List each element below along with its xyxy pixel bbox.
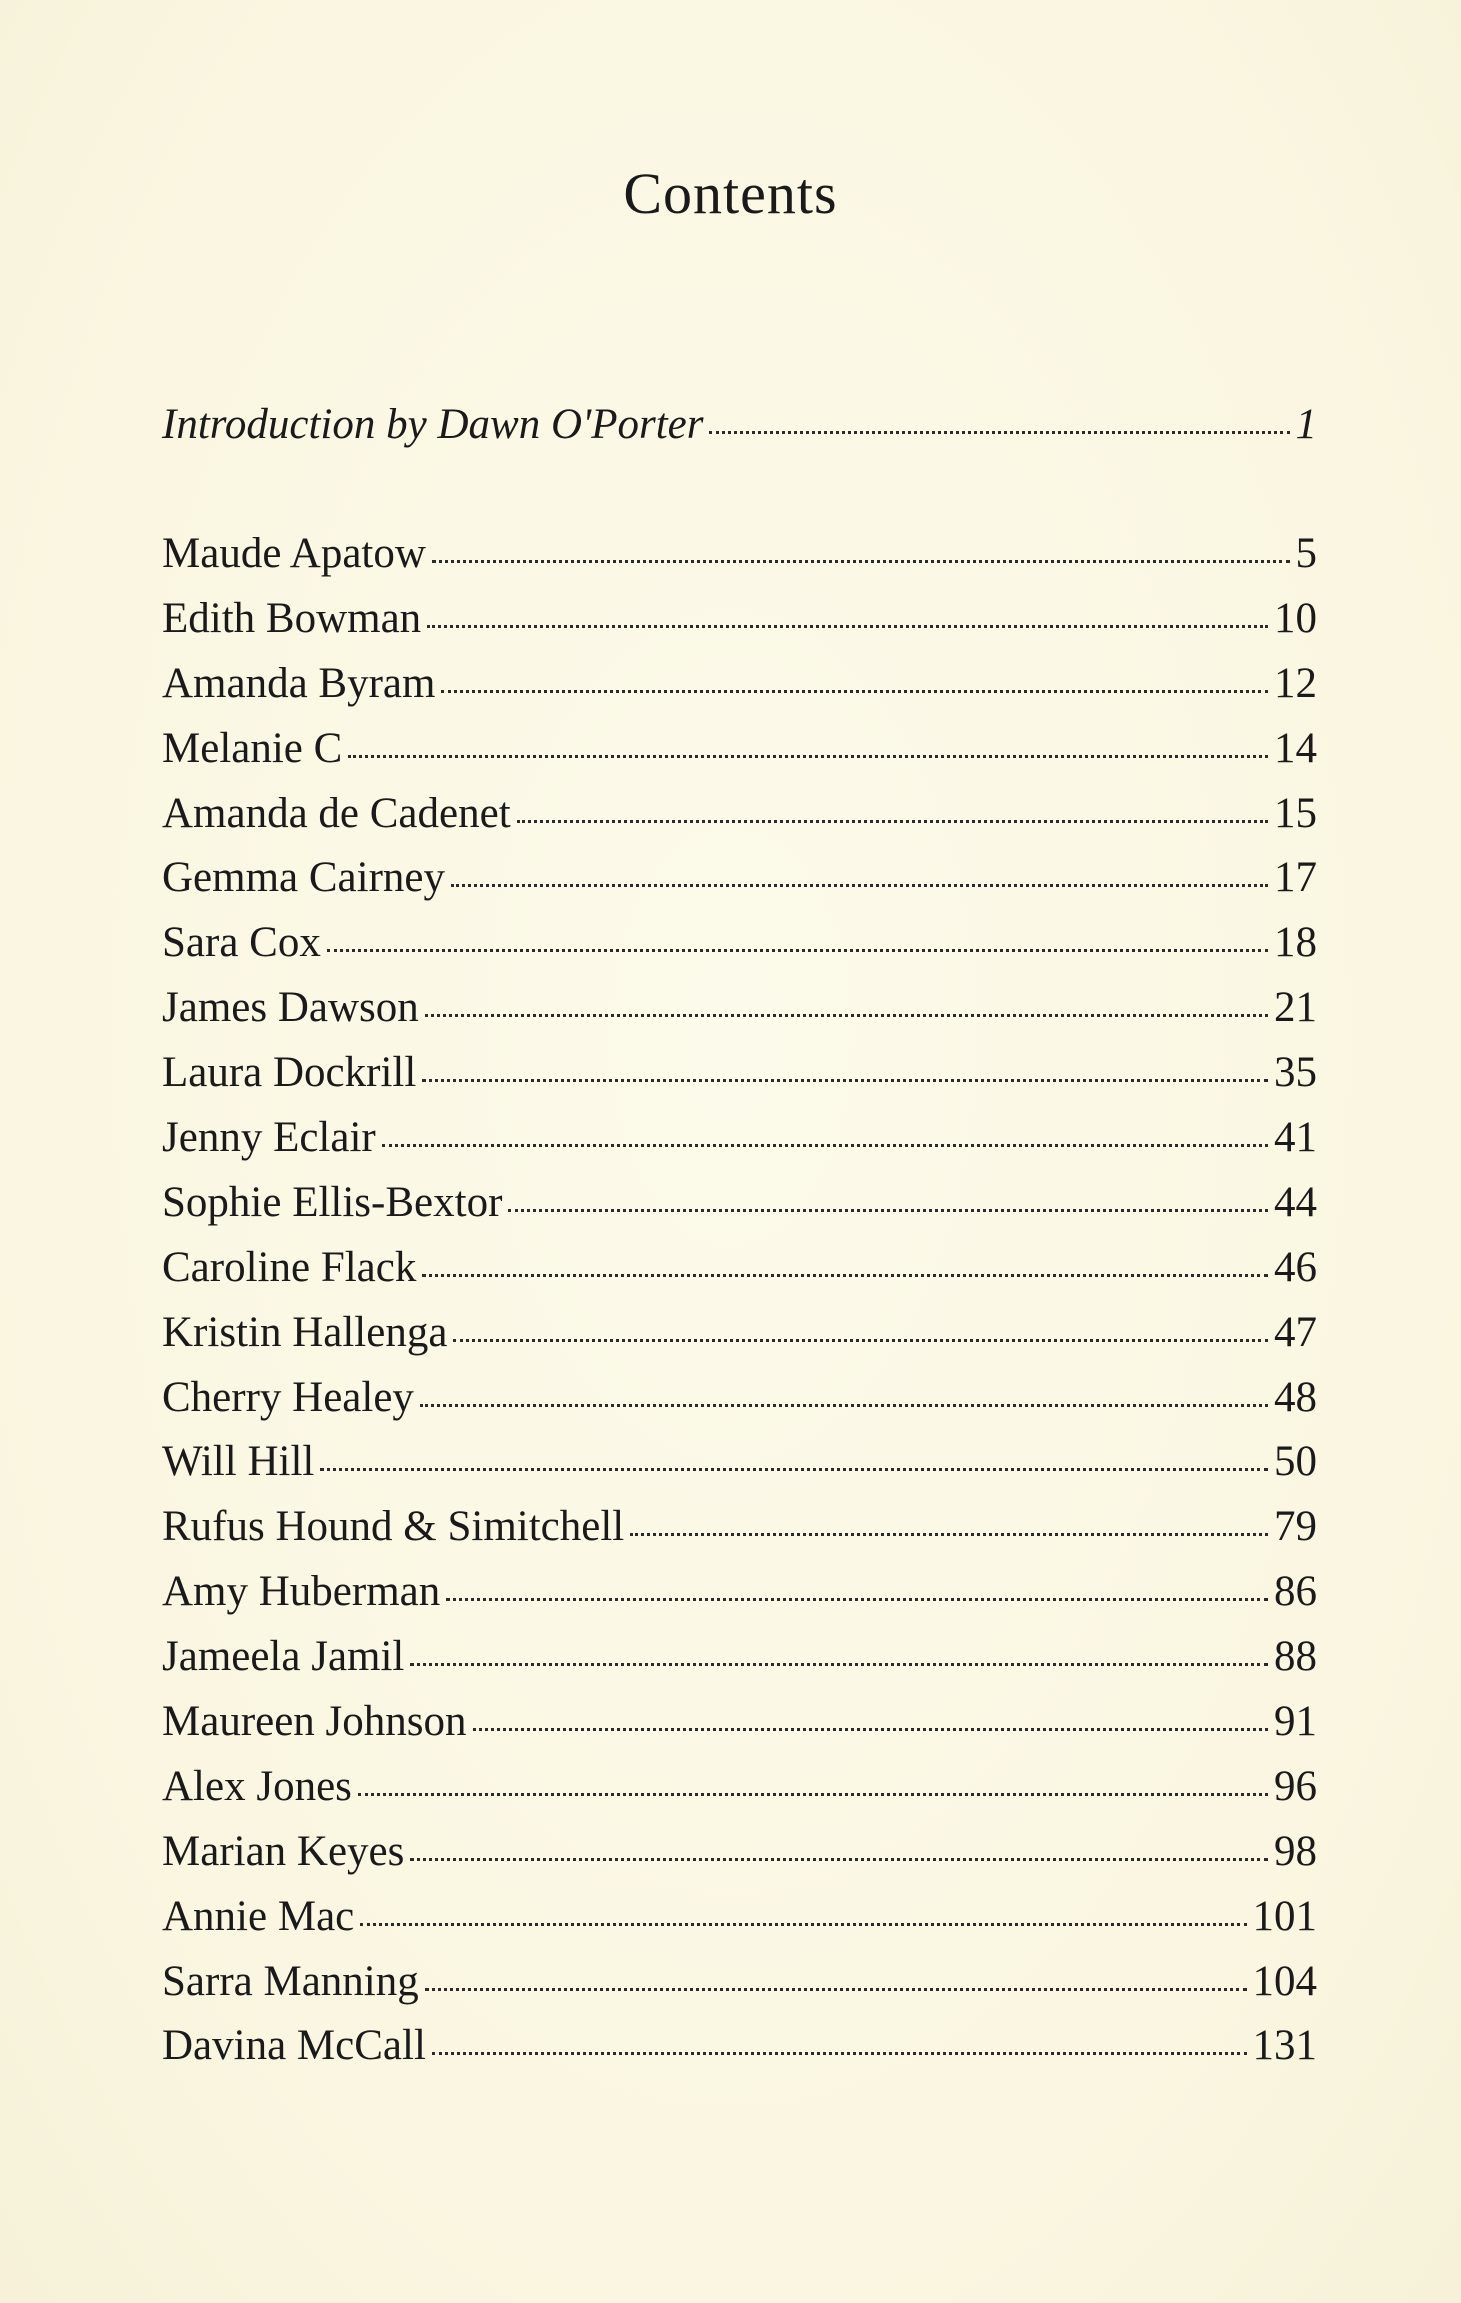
toc-entry-page-number: 44 bbox=[1274, 1178, 1317, 1226]
toc-entry bbox=[162, 1430, 1317, 1495]
toc-entry-page-number: 46 bbox=[1274, 1243, 1317, 1291]
dot-leader bbox=[410, 1661, 1268, 1666]
toc-entry-title: Introduction by Dawn O'Porter bbox=[162, 401, 704, 448]
toc-entry-introduction bbox=[162, 393, 1317, 458]
toc-entry-page-number: 47 bbox=[1274, 1308, 1317, 1356]
toc-entry-page-number: 17 bbox=[1274, 854, 1317, 902]
toc-entry bbox=[162, 2014, 1317, 2079]
dot-leader bbox=[473, 1726, 1268, 1731]
toc-entry-name: Annie Mac bbox=[162, 1892, 355, 1940]
toc-entry bbox=[162, 1560, 1317, 1625]
dot-leader bbox=[453, 1337, 1268, 1342]
toc-entry bbox=[162, 1820, 1317, 1885]
dot-leader bbox=[432, 2050, 1247, 2055]
dot-leader bbox=[327, 947, 1268, 952]
toc-entry-page-number: 1 bbox=[1295, 401, 1317, 448]
dot-leader bbox=[422, 1077, 1268, 1082]
dot-leader bbox=[425, 1986, 1247, 1991]
toc-entry bbox=[162, 911, 1317, 976]
toc-entry-name: Kristin Hallenga bbox=[162, 1308, 448, 1356]
toc-entry-name: Jameela Jamil bbox=[162, 1633, 405, 1681]
toc-entry-name: Amanda de Cadenet bbox=[162, 789, 511, 837]
dot-leader bbox=[410, 1856, 1268, 1861]
toc-entry-name: Maureen Johnson bbox=[162, 1698, 467, 1746]
toc-entry-page-number: 48 bbox=[1274, 1373, 1317, 1421]
toc-entry-name: Alex Jones bbox=[162, 1762, 352, 1810]
toc-entry-page-number: 96 bbox=[1274, 1762, 1317, 1810]
toc-entry bbox=[162, 522, 1317, 587]
toc-entry-page-number: 10 bbox=[1274, 594, 1317, 642]
toc-entry bbox=[162, 587, 1317, 652]
toc-entry-page-number: 88 bbox=[1274, 1633, 1317, 1681]
toc-entry bbox=[162, 1495, 1317, 1560]
toc-entry-page-number: 131 bbox=[1252, 2022, 1317, 2070]
toc-entry-name: Melanie C bbox=[162, 724, 343, 772]
toc-entry-name: Maude Apatow bbox=[162, 530, 426, 577]
toc-entry bbox=[162, 1950, 1317, 2015]
toc-entry bbox=[162, 1625, 1317, 1690]
toc-entry-page-number: 98 bbox=[1274, 1827, 1317, 1875]
toc-entry-name: Sara Cox bbox=[162, 919, 321, 967]
toc-entry bbox=[162, 1041, 1317, 1106]
toc-entry-name: Will Hill bbox=[162, 1438, 315, 1486]
toc-entry bbox=[162, 1106, 1317, 1171]
toc-entry-name: Amy Huberman bbox=[162, 1568, 441, 1616]
toc-entry-page-number: 21 bbox=[1274, 984, 1317, 1032]
toc-entry-name: Rufus Hound & Simitchell bbox=[162, 1503, 625, 1551]
toc-entry-name: Sarra Manning bbox=[162, 1957, 419, 2005]
page-title: Contents bbox=[623, 161, 838, 226]
toc-entry-name: Jenny Eclair bbox=[162, 1114, 376, 1162]
dot-leader bbox=[441, 688, 1268, 693]
toc-entry-page-number: 14 bbox=[1274, 724, 1317, 772]
dot-leader bbox=[420, 1402, 1268, 1407]
toc-entry-page-number: 79 bbox=[1274, 1503, 1317, 1551]
toc-entry-page-number: 86 bbox=[1274, 1568, 1317, 1616]
dot-leader bbox=[320, 1466, 1268, 1471]
dot-leader bbox=[348, 753, 1268, 758]
dot-leader bbox=[709, 429, 1289, 434]
dot-leader bbox=[446, 1596, 1268, 1601]
dot-leader bbox=[517, 818, 1268, 823]
toc-entry bbox=[162, 846, 1317, 911]
toc-entry bbox=[162, 976, 1317, 1041]
toc-entry-page-number: 12 bbox=[1274, 659, 1317, 707]
toc-entry bbox=[162, 1301, 1317, 1366]
toc-entry-page-number: 50 bbox=[1274, 1438, 1317, 1486]
toc-entry-page-number: 101 bbox=[1252, 1892, 1317, 1940]
toc-entry-name: Edith Bowman bbox=[162, 594, 422, 642]
dot-leader bbox=[451, 882, 1268, 887]
toc-entry-page-number: 5 bbox=[1295, 530, 1317, 577]
toc-entry-page-number: 35 bbox=[1274, 1049, 1317, 1097]
toc-entry-name: Amanda Byram bbox=[162, 659, 436, 707]
toc-entry-name: Gemma Cairney bbox=[162, 854, 445, 902]
dot-leader bbox=[358, 1791, 1268, 1796]
toc-entry bbox=[162, 1171, 1317, 1236]
dot-leader bbox=[630, 1531, 1268, 1536]
dot-leader bbox=[422, 1272, 1268, 1277]
toc-introduction bbox=[162, 393, 1317, 458]
toc-entry-name: Laura Dockrill bbox=[162, 1049, 417, 1097]
toc-list bbox=[162, 522, 1317, 2079]
toc-entry bbox=[162, 782, 1317, 847]
dot-leader bbox=[360, 1921, 1246, 1926]
toc-entry-page-number: 18 bbox=[1274, 919, 1317, 967]
toc-entry bbox=[162, 1236, 1317, 1301]
toc-entry-name: Davina McCall bbox=[162, 2022, 426, 2070]
dot-leader bbox=[432, 558, 1290, 563]
toc-entry bbox=[162, 652, 1317, 717]
toc-entry bbox=[162, 1755, 1317, 1820]
toc-entry bbox=[162, 1690, 1317, 1755]
toc-entry-page-number: 15 bbox=[1274, 789, 1317, 837]
dot-leader bbox=[508, 1207, 1268, 1212]
toc-entry-name: Cherry Healey bbox=[162, 1373, 414, 1421]
dot-leader bbox=[382, 1142, 1268, 1147]
toc-entry-page-number: 104 bbox=[1252, 1957, 1317, 2005]
dot-leader bbox=[425, 1012, 1268, 1017]
toc-entry-page-number: 41 bbox=[1274, 1114, 1317, 1162]
toc-entry bbox=[162, 1885, 1317, 1950]
dot-leader bbox=[427, 623, 1268, 628]
toc-entry bbox=[162, 717, 1317, 782]
toc-entry bbox=[162, 1366, 1317, 1431]
toc-entry-name: Sophie Ellis-Bextor bbox=[162, 1178, 503, 1226]
toc-entry-name: James Dawson bbox=[162, 984, 419, 1032]
toc-entry-page-number: 91 bbox=[1274, 1698, 1317, 1746]
toc-entry-name: Caroline Flack bbox=[162, 1243, 417, 1291]
toc-entry-name: Marian Keyes bbox=[162, 1827, 405, 1875]
